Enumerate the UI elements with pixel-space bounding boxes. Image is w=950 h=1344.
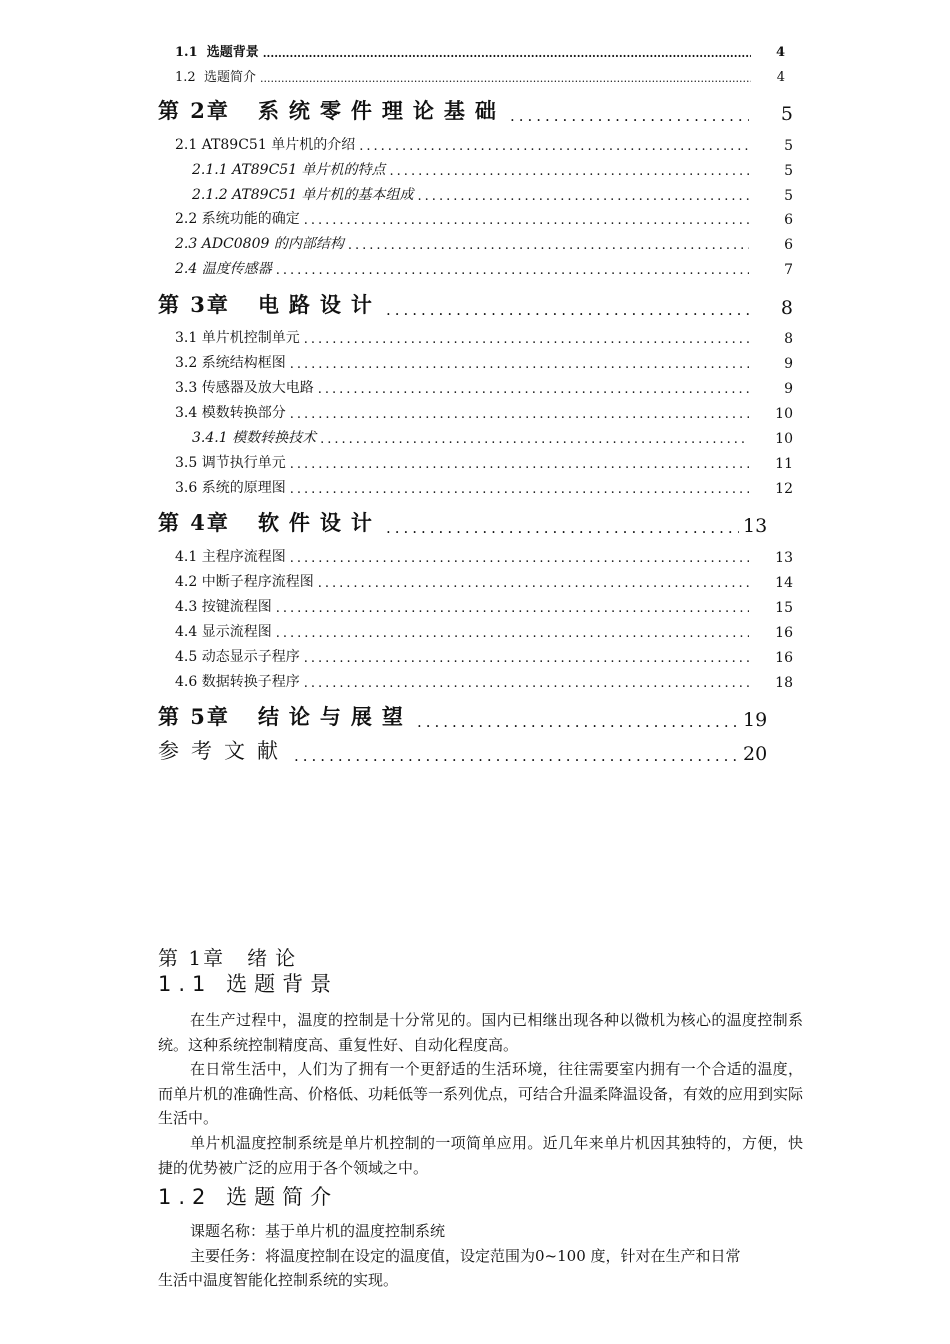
toc-page: 14 — [775, 575, 793, 591]
leader-dots — [276, 263, 749, 278]
toc-chapter-5[interactable] — [158, 701, 793, 731]
toc-title: 3.4.1 模数转换技术 — [192, 430, 317, 446]
leader-dots — [290, 457, 749, 472]
leader-dots — [386, 301, 749, 319]
chapter-num: 第 5章 — [158, 704, 230, 729]
toc-title: 4.5 动态显示子程序 — [175, 649, 300, 665]
toc-page: 7 — [784, 262, 793, 278]
section-heading-1-2: 1.2 选题简介 — [158, 1185, 339, 1209]
toc-title: 3.3 传感器及放大电路 — [175, 380, 314, 396]
toc-title: 4.4 显示流程图 — [175, 624, 272, 640]
leader-dots — [290, 482, 749, 497]
toc-entry[interactable] — [175, 327, 793, 347]
toc-title: 2.3 ADC0809 的内部结构 — [175, 236, 344, 252]
toc-page: 5 — [784, 163, 793, 179]
main-task-line-cont: 生活中温度智能化控制系统的实现。 — [158, 1271, 399, 1289]
toc-entry[interactable] — [175, 646, 793, 666]
toc-entry[interactable] — [175, 258, 793, 278]
toc-title: 2.1 AT89C51 单片机的介绍 — [175, 137, 356, 153]
leader-dots — [510, 107, 749, 125]
toc-page: 9 — [784, 356, 793, 372]
toc-title: 2.4 温度传感器 — [175, 261, 272, 277]
paragraph: 在日常生活中，人们为了拥有一个更舒适的生活环境，往往需要室内拥有一个合适的温度，而单片机的准确性高、价格低、功耗低等一系列优点，可结合升温柔降温设备，有效的应用到实际生活中。 — [158, 1060, 804, 1127]
toc-title: 4.6 数据转换子程序 — [175, 674, 300, 690]
toc-page: 10 — [775, 406, 793, 422]
chapter-num: 第 1章 — [158, 946, 226, 970]
chapter-num: 第 4章 — [158, 510, 230, 535]
chapter-title: 系统零件理论基础 — [257, 98, 506, 123]
toc-entry[interactable] — [175, 452, 793, 472]
toc-page: 13 — [775, 550, 793, 566]
leader-dots — [290, 357, 749, 372]
toc-page: 20 — [743, 743, 768, 765]
leader-dots — [320, 432, 749, 447]
chapter-num: 第 2章 — [158, 98, 230, 123]
toc-entry[interactable] — [175, 208, 793, 228]
leader-dots — [390, 164, 749, 179]
paragraph: 单片机温度控制系统是单片机控制的一项简单应用。近几年来单片机因其独特的，方便，快捷的优势被广泛的应用于各个领域之中。 — [158, 1134, 803, 1177]
toc-title: 4.3 按键流程图 — [175, 599, 272, 615]
leader-dots — [294, 747, 739, 765]
toc-num: 1.2 — [175, 70, 196, 85]
toc-title: 2.1.2 AT89C51 单片机的基本组成 — [192, 187, 414, 203]
toc-title: 4.2 中断子程序流程图 — [175, 574, 314, 590]
toc-page: 13 — [743, 515, 768, 537]
toc-page: 15 — [775, 600, 793, 616]
toc-entry[interactable] — [175, 477, 793, 497]
chapter-title: 结论与展望 — [257, 704, 413, 729]
toc-entry[interactable] — [175, 352, 793, 372]
toc-title: 3.5 调节执行单元 — [175, 455, 286, 471]
leader-dots — [290, 551, 749, 566]
leader-dots — [348, 238, 749, 253]
toc-page: 6 — [784, 212, 793, 228]
toc-page: 8 — [784, 331, 793, 347]
toc-title: 2.2 系统功能的确定 — [175, 211, 300, 227]
toc-entry[interactable] — [192, 159, 793, 179]
toc-entry[interactable] — [175, 377, 793, 397]
toc-title: 3.2 系统结构框图 — [175, 355, 286, 371]
toc-entry-1-2[interactable] — [175, 66, 785, 85]
toc-page: 18 — [775, 675, 793, 691]
toc-page: 8 — [780, 297, 793, 319]
toc-page: 5 — [784, 188, 793, 204]
toc-entry[interactable] — [192, 427, 793, 447]
leader-dots — [276, 601, 749, 616]
chapter-title: 电路设计 — [257, 292, 382, 317]
toc-entry[interactable] — [175, 571, 793, 591]
leader-dots — [386, 519, 739, 537]
toc-entry[interactable] — [175, 621, 793, 641]
leader-dots — [418, 189, 749, 204]
toc-page: 4 — [775, 45, 785, 60]
toc-title: 选题简介 — [203, 70, 256, 85]
leader-dots — [290, 407, 749, 422]
toc-page: 12 — [775, 481, 793, 497]
chapter-num: 第 3章 — [158, 292, 230, 317]
leader-dots — [359, 139, 749, 154]
leader-dots — [263, 47, 751, 60]
toc-entry[interactable] — [175, 546, 793, 566]
toc-title: 3.1 单片机控制单元 — [175, 330, 300, 346]
toc-page: 6 — [784, 237, 793, 253]
toc-entry[interactable] — [175, 402, 793, 422]
toc-title: 3.4 模数转换部分 — [175, 405, 286, 421]
toc-entry[interactable] — [175, 671, 793, 691]
toc-references[interactable] — [158, 735, 793, 765]
toc-entry[interactable] — [175, 134, 793, 154]
chapter-name: 绪论 — [247, 946, 304, 970]
toc-title: 2.1.1 AT89C51 单片机的特点 — [192, 162, 386, 178]
toc-title: 选题背景 — [206, 45, 259, 60]
references-title: 参考文献 — [158, 739, 290, 763]
toc-page: 5 — [780, 103, 793, 125]
leader-dots — [417, 713, 739, 731]
toc-page: 4 — [776, 70, 785, 85]
leader-dots — [304, 213, 749, 228]
leader-dots — [276, 626, 749, 641]
toc-entry-1-1[interactable] — [175, 41, 785, 60]
paragraph: 在生产过程中，温度的控制是十分常见的。国内已相继出现各种以微机为核心的温度控制系统。这种系统控制精度高、重复性好、自动化程度高。 — [158, 1011, 803, 1054]
chapter-1-title — [158, 942, 303, 971]
topic-name-line: 课题名称：基于单片机的温度控制系统 — [190, 1222, 446, 1240]
chapter-title: 软件设计 — [257, 510, 382, 535]
toc-chapter-4[interactable] — [158, 507, 793, 537]
leader-dots — [260, 72, 751, 85]
toc-entry[interactable] — [175, 233, 793, 253]
toc-page: 16 — [775, 625, 793, 641]
toc-title: 4.1 主程序流程图 — [175, 549, 286, 565]
toc-chapter-3[interactable] — [158, 289, 793, 319]
leader-dots — [318, 576, 749, 591]
toc-page: 16 — [775, 650, 793, 666]
leader-dots — [304, 651, 749, 666]
section-heading-1-1: 1.1 选题背景 — [158, 972, 339, 996]
toc-title: 3.6 系统的原理图 — [175, 480, 286, 496]
main-task-line: 主要任务：将温度控制在设定的温度值，设定范围为0~100 度，针对在生产和日常 — [190, 1247, 741, 1265]
toc-entry[interactable] — [175, 596, 793, 616]
leader-dots — [304, 332, 749, 347]
toc-page: 9 — [784, 381, 793, 397]
toc-page: 19 — [743, 709, 768, 731]
toc-page: 10 — [775, 431, 793, 447]
leader-dots — [318, 382, 749, 397]
toc-entry[interactable] — [192, 184, 793, 204]
toc-chapter-2[interactable] — [158, 95, 793, 125]
toc-page: 11 — [775, 456, 793, 472]
toc-page: 5 — [784, 138, 793, 154]
toc-num: 1.1 — [175, 45, 198, 60]
leader-dots — [304, 676, 749, 691]
